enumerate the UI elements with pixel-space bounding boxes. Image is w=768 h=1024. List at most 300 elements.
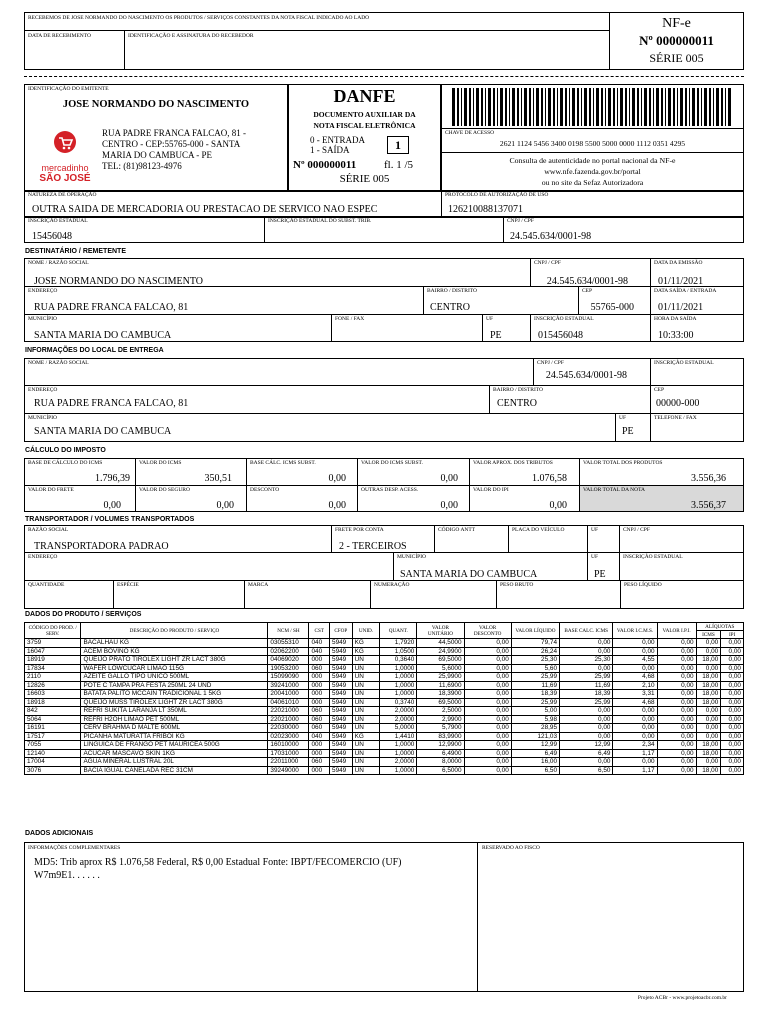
- cell-desconto: 0,00: [464, 664, 511, 673]
- cell-codigo: 18918: [25, 698, 81, 707]
- cell-aicms: 0,00: [696, 732, 721, 741]
- danfe-entrada: 0 - ENTRADA: [310, 135, 365, 145]
- cell-descricao: ACEM BOVINO KG: [81, 647, 268, 656]
- data-recebimento-label: DATA DE RECEBIMENTO: [28, 33, 92, 39]
- chave-consulta3: ou no site da Sefaz Autorizadora: [541, 178, 644, 187]
- barcode-bar: [517, 88, 519, 126]
- cell-base: 0,00: [560, 664, 613, 673]
- cell-ncm: 22011000: [268, 758, 309, 767]
- ipi: 0,00: [549, 500, 567, 511]
- cell-descricao: ACUCAR MASCAVO SKIN 1KG: [81, 749, 268, 758]
- cell-codigo: 17834: [25, 664, 81, 673]
- dest-saida-label: DATA SAÍDA / ENTRADA: [654, 288, 717, 294]
- cell-unitario: 12,9900: [417, 741, 464, 750]
- entrega-bairro-label: BAIRRO / DISTRITO: [493, 387, 544, 393]
- ie-st-label: INSCRIÇÃO ESTADUAL DO SUBST. TRIB.: [268, 218, 372, 224]
- cell-cfop: 5949: [330, 707, 353, 716]
- seguro: 0,00: [216, 500, 234, 511]
- entrega-cnpj-label: CNPJ / CPF: [537, 360, 564, 366]
- cell-quant: 1,7920: [380, 639, 417, 648]
- cell-liquido: 26,24: [511, 647, 559, 656]
- barcode-bar: [569, 88, 570, 126]
- cell-ncm: 22021000: [268, 707, 309, 716]
- barcode-bar: [485, 88, 486, 126]
- th-descricao: DESCRIÇÃO DO PRODUTO / SERVIÇO: [81, 623, 268, 639]
- cell-aicms: 18,00: [696, 698, 721, 707]
- bc-icms: 1.796,39: [95, 473, 130, 484]
- cell-ncm: 17031000: [268, 749, 309, 758]
- cell-cfop: 5949: [330, 681, 353, 690]
- cell-cfop: 5949: [330, 741, 353, 750]
- cell-cfop: 5949: [330, 698, 353, 707]
- cnpj-label: CNPJ / CPF: [507, 218, 534, 224]
- barcode-bar: [605, 88, 606, 126]
- cell-vicms: 3,31: [613, 690, 657, 699]
- emitente-nome: JOSE NORMANDO DO NASCIMENTO: [62, 99, 250, 110]
- barcode-bar: [637, 88, 639, 126]
- cell-vipi: 0,00: [657, 749, 696, 758]
- dest-ie: 015456048: [538, 330, 583, 341]
- cell-unitario: 44,5000: [417, 639, 464, 648]
- transp-municipio: SANTA MARIA DO CAMBUCA: [400, 569, 538, 580]
- total-prod: 3.556,36: [691, 473, 726, 484]
- cell-base: 0,00: [560, 647, 613, 656]
- cell-codigo: 17004: [25, 758, 81, 767]
- barcode: [452, 88, 735, 126]
- cell-descricao: BACIA IGUAL CANELADA REC 31CM: [81, 766, 268, 775]
- cell-base: 0,00: [560, 715, 613, 724]
- cell-base: 25,99: [560, 673, 613, 682]
- cell-aicms: 0,00: [696, 724, 721, 733]
- cell-ncm: 20041000: [268, 690, 309, 699]
- dest-hora-label: HORA DA SAÍDA: [654, 316, 697, 322]
- barcode-bar: [533, 88, 534, 126]
- info-label: INFORMAÇÕES COMPLEMENTARES: [28, 845, 121, 851]
- cell-descricao: BACALHAU KG: [81, 639, 268, 648]
- cell-ncm: 03055310: [268, 639, 309, 648]
- cell-aipi: 0,00: [721, 673, 744, 682]
- cell-cst: 000: [309, 698, 330, 707]
- barcode-bar: [512, 88, 515, 126]
- cell-desconto: 0,00: [464, 673, 511, 682]
- th-vipi: VALOR I.P.I.: [657, 623, 696, 639]
- barcode-bar: [701, 88, 702, 126]
- cell-cst: 040: [309, 732, 330, 741]
- cell-unitario: 5,6000: [417, 664, 464, 673]
- barcode-bar: [704, 88, 707, 126]
- dest-saida: 01/11/2021: [658, 302, 704, 313]
- cell-aicms: 0,00: [696, 647, 721, 656]
- barcode-bar: [709, 88, 711, 126]
- entrega-bairro: CENTRO: [497, 398, 537, 409]
- emitente-endereco: [102, 128, 246, 172]
- cell-unitario: 6,5000: [417, 766, 464, 775]
- cell-liquido: 79,74: [511, 639, 559, 648]
- cell-vipi: 0,00: [657, 715, 696, 724]
- chave-valor: 2621 1124 5456 3400 0198 5500 5000 0000 1112 0351 4295: [499, 139, 686, 148]
- cell-unitario: 18,3900: [417, 690, 464, 699]
- cell-descricao: CERV BRAHMA D MALTE 600ML: [81, 724, 268, 733]
- dest-fone-label: FONE / FAX: [335, 316, 365, 322]
- cell-vipi: 0,00: [657, 690, 696, 699]
- outras-label: OUTRAS DESP. ACESS.: [361, 487, 419, 493]
- cell-vicms: 1,17: [613, 766, 657, 775]
- entrega-endereco: RUA PADRE FRANCA FALCAO, 81: [34, 398, 189, 409]
- barcode-bar: [680, 88, 683, 126]
- dest-cep: 55765-000: [590, 302, 634, 313]
- logo: [34, 130, 96, 184]
- cell-base: 6,50: [560, 766, 613, 775]
- barcode-bar: [596, 88, 599, 126]
- icms-st: 0,00: [440, 473, 458, 484]
- numeracao-label: NUMERAÇÃO: [374, 582, 410, 588]
- cell-desconto: 0,00: [464, 690, 511, 699]
- dest-bairro: CENTRO: [430, 302, 470, 313]
- canhoto-serie: SÉRIE 005: [649, 51, 704, 65]
- cell-quant: 2,0000: [380, 758, 417, 767]
- danfe-title: DANFE: [333, 86, 396, 106]
- cell-quant: 0,3740: [380, 698, 417, 707]
- produtos-table: [24, 622, 744, 775]
- tributos-label: VALOR APROX. DOS TRIBUTOS: [473, 460, 553, 466]
- cell-desconto: 0,00: [464, 758, 511, 767]
- entrega-municipio-label: MUNICÍPIO: [28, 415, 58, 421]
- peso-liquido-label: PESO LÍQUIDO: [624, 582, 662, 588]
- produtos-title: DADOS DO PRODUTO / SERVIÇOS: [25, 611, 142, 618]
- logo-line1: mercadinho: [41, 163, 89, 173]
- cell-cfop: 5949: [330, 647, 353, 656]
- cell-aipi: 0,00: [721, 681, 744, 690]
- cell-vicms: 0,00: [613, 639, 657, 648]
- entrega-cep: 00000-000: [656, 398, 700, 409]
- cell-base: 0,00: [560, 724, 613, 733]
- cell-desconto: 0,00: [464, 647, 511, 656]
- cell-vicms: 0,00: [613, 758, 657, 767]
- transp-uf-label: UF: [591, 527, 599, 533]
- transp-endereco-label: ENDEREÇO: [28, 554, 58, 560]
- cell-cst: 060: [309, 707, 330, 716]
- cell-aipi: 0,00: [721, 715, 744, 724]
- cell-liquido: 5,00: [511, 707, 559, 716]
- cell-vicms: 4,68: [613, 698, 657, 707]
- cell-aipi: 0,00: [721, 724, 744, 733]
- th-unitario: VALOR UNITÁRIO: [417, 623, 464, 639]
- cell-cfop: 5949: [330, 690, 353, 699]
- adicionais-title: DADOS ADICIONAIS: [25, 830, 94, 837]
- cell-aipi: 0,00: [721, 639, 744, 648]
- entrega-telefone-label: TELEFONE / FAX: [654, 415, 697, 421]
- dest-municipio: SANTA MARIA DO CAMBUCA: [34, 330, 172, 341]
- cell-codigo: 5064: [25, 715, 81, 724]
- transp-antt-label: CÓDIGO ANTT: [438, 527, 476, 533]
- logo-cart-icon: [34, 130, 96, 158]
- barcode-bar: [632, 88, 635, 126]
- barcode-bar: [685, 88, 687, 126]
- cell-vipi: 0,00: [657, 707, 696, 716]
- emitente-telefone: TEL: (81)98123-4976: [102, 161, 182, 171]
- cell-ncm: 02062200: [268, 647, 309, 656]
- table-row: [25, 698, 744, 707]
- barcode-bar: [509, 88, 510, 126]
- cell-aicms: 0,00: [696, 758, 721, 767]
- cell-aipi: 0,00: [721, 647, 744, 656]
- cell-quant: 1,4410: [380, 732, 417, 741]
- cell-quant: 1,0500: [380, 647, 417, 656]
- dest-endereco-label: ENDEREÇO: [28, 288, 58, 294]
- cell-vipi: 0,00: [657, 664, 696, 673]
- barcode-bar: [565, 88, 567, 126]
- danfe-serie: SÉRIE 005: [339, 173, 390, 185]
- barcode-bar: [497, 88, 498, 126]
- cell-base: 0,00: [560, 758, 613, 767]
- cell-aipi: 0,00: [721, 749, 744, 758]
- cell-aipi: 0,00: [721, 732, 744, 741]
- cell-unid: UN: [352, 673, 380, 682]
- table-row: [25, 656, 744, 665]
- dest-cep-label: CEP: [582, 288, 593, 294]
- table-row: [25, 758, 744, 767]
- cell-unitario: 24,9900: [417, 647, 464, 656]
- danfe-subtitle1: DOCUMENTO AUXILIAR DA: [313, 110, 416, 119]
- th-cfop: CFOP: [330, 623, 353, 639]
- danfe-tipo: 1: [387, 136, 409, 154]
- entrega-endereco-label: ENDEREÇO: [28, 387, 58, 393]
- th-ncm: NCM / SH: [268, 623, 309, 639]
- info-line2: W7m9E1. . . . . .: [34, 870, 100, 881]
- barcode-bar: [641, 88, 642, 126]
- cell-ncm: 02023000: [268, 732, 309, 741]
- bc-st-label: BASE CÁLC. ICMS SUBST.: [250, 460, 316, 466]
- cell-liquido: 6,50: [511, 766, 559, 775]
- danfe-numero: Nº 000000011: [293, 159, 357, 171]
- dest-hora: 10:33:00: [658, 330, 694, 341]
- cell-liquido: 121,03: [511, 732, 559, 741]
- peso-bruto-label: PESO BRUTO: [500, 582, 534, 588]
- cell-vicms: 0,00: [613, 664, 657, 673]
- cell-quant: 1,0000: [380, 673, 417, 682]
- dest-endereco: RUA PADRE FRANCA FALCAO, 81: [34, 302, 189, 313]
- bc-icms-label: BASE DE CÁLCULO DO ICMS: [28, 460, 103, 466]
- entrega-cnpj: 24.545.634/0001-98: [545, 370, 627, 381]
- total-nota-label: VALOR TOTAL DA NOTA: [583, 487, 646, 493]
- bc-st: 0,00: [328, 473, 346, 484]
- table-row: [25, 766, 744, 775]
- cell-aipi: 0,00: [721, 707, 744, 716]
- entrega-municipio: SANTA MARIA DO CAMBUCA: [34, 426, 172, 437]
- cell-quant: 2,0000: [380, 715, 417, 724]
- dest-bairro-label: BAIRRO / DISTRITO: [427, 288, 478, 294]
- dest-uf: PE: [490, 330, 502, 341]
- entrega-uf: PE: [622, 426, 634, 437]
- cell-unid: UN: [352, 698, 380, 707]
- emitente-endereco3: MARIA DO CAMBUCA - PE: [102, 150, 213, 160]
- cell-cfop: 5949: [330, 656, 353, 665]
- barcode-bar: [493, 88, 495, 126]
- barcode-bar: [476, 88, 479, 126]
- cell-vipi: 0,00: [657, 732, 696, 741]
- canhoto-nfe: NF-e: [662, 16, 691, 31]
- cell-cfop: 5949: [330, 766, 353, 775]
- cell-cfop: 5949: [330, 749, 353, 758]
- entrega-title: INFORMAÇÕES DO LOCAL DE ENTREGA: [25, 347, 164, 354]
- barcode-bar: [692, 88, 695, 126]
- cell-codigo: 17517: [25, 732, 81, 741]
- cell-unitario: 69,5000: [417, 698, 464, 707]
- barcode-bar: [521, 88, 522, 126]
- barcode-bar: [649, 88, 651, 126]
- cell-codigo: 16191: [25, 724, 81, 733]
- emitente-label: IDENTIFICAÇÃO DO EMITENTE: [28, 86, 109, 92]
- entrega-cep-label: CEP: [654, 387, 665, 393]
- cell-aipi: 0,00: [721, 741, 744, 750]
- cell-unid: KG: [352, 639, 380, 648]
- especie-label: ESPÉCIE: [117, 582, 139, 588]
- cell-base: 11,69: [560, 681, 613, 690]
- transp-ie-label: INSCRIÇÃO ESTADUAL: [623, 554, 683, 560]
- info-line1: MD5: Trib aprox R$ 1.076,58 Federal, R$ 0,00 Estadual Fonte: IBPT/FECOMERCIO (UF): [34, 857, 402, 868]
- barcode-bar: [725, 88, 726, 126]
- cell-cfop: 5949: [330, 724, 353, 733]
- th-unid: UNID.: [352, 623, 380, 639]
- natureza-value: OUTRA SAIDA DE MERCADORIA OU PRESTACAO DE SERVICO NAO ESPEC: [32, 204, 378, 215]
- barcode-bar: [677, 88, 678, 126]
- cell-ncm: 04061010: [268, 698, 309, 707]
- th-desconto: VALOR DESCONTO: [464, 623, 511, 639]
- table-row: [25, 741, 744, 750]
- barcode-bar: [656, 88, 659, 126]
- canhoto-numero: Nº 000000011: [639, 33, 714, 48]
- cell-unitario: 69,5000: [417, 656, 464, 665]
- cell-descricao: AGUA MINERAL LUSTRAL 20L: [81, 758, 268, 767]
- barcode-bar: [589, 88, 591, 126]
- th-vicms: VALOR I.C.M.S.: [613, 623, 657, 639]
- cell-vicms: 0,00: [613, 724, 657, 733]
- cell-base: 25,99: [560, 698, 613, 707]
- cell-cst: 000: [309, 766, 330, 775]
- cell-aicms: 18,00: [696, 681, 721, 690]
- cell-quant: 1,0000: [380, 766, 417, 775]
- cell-liquido: 5,60: [511, 664, 559, 673]
- th-base: BASE CALC. ICMS: [560, 623, 613, 639]
- cell-vipi: 0,00: [657, 673, 696, 682]
- barcode-bar: [593, 88, 594, 126]
- th-aliquotas: ALÍQUOTAS: [696, 623, 743, 631]
- cell-desconto: 0,00: [464, 656, 511, 665]
- cell-aicms: 18,00: [696, 673, 721, 682]
- dest-municipio-label: MUNICÍPIO: [28, 316, 58, 322]
- table-row: [25, 690, 744, 699]
- cell-quant: 1,0000: [380, 664, 417, 673]
- cell-quant: 1,0000: [380, 749, 417, 758]
- cell-unid: KG: [352, 732, 380, 741]
- barcode-bar: [557, 88, 558, 126]
- protocolo-label: PROTOCOLO DE AUTORIZAÇÃO DE USO: [445, 192, 549, 198]
- cell-quant: 1,0000: [380, 681, 417, 690]
- cell-ncm: 19053200: [268, 664, 309, 673]
- icms: 350,51: [204, 473, 232, 484]
- table-row: [25, 707, 744, 716]
- barcode-bar: [572, 88, 575, 126]
- cell-vipi: 0,00: [657, 766, 696, 775]
- cell-liquido: 11,69: [511, 681, 559, 690]
- transp-placa-label: PLACA DO VEÍCULO: [512, 527, 565, 533]
- barcode-bar: [668, 88, 671, 126]
- barcode-bar: [581, 88, 582, 126]
- cell-cfop: 5949: [330, 664, 353, 673]
- cell-liquido: 5,98: [511, 715, 559, 724]
- imposto-title: CÁLCULO DO IMPOSTO: [25, 447, 106, 454]
- transp-cnpj-label: CNPJ / CPF: [623, 527, 650, 533]
- dest-nome: JOSE NORMANDO DO NASCIMENTO: [34, 276, 203, 287]
- cell-unid: UN: [352, 656, 380, 665]
- cell-aicms: 18,00: [696, 766, 721, 775]
- ie-value: 15456048: [32, 231, 72, 242]
- cell-codigo: 16047: [25, 647, 81, 656]
- cell-cst: 040: [309, 647, 330, 656]
- barcode-bar: [613, 88, 615, 126]
- ie-box: [24, 217, 744, 243]
- icms-label: VALOR DO ICMS: [139, 460, 182, 466]
- cell-cst: 000: [309, 741, 330, 750]
- cell-unitario: 8,0000: [417, 758, 464, 767]
- barcode-bar: [689, 88, 690, 126]
- barcode-bar: [488, 88, 491, 126]
- cell-vipi: 0,00: [657, 656, 696, 665]
- cell-liquido: 12,99: [511, 741, 559, 750]
- th-quant: QUANT.: [380, 623, 417, 639]
- cell-cst: 000: [309, 749, 330, 758]
- desconto: 0,00: [328, 500, 346, 511]
- cell-cfop: 5949: [330, 673, 353, 682]
- cell-desconto: 0,00: [464, 698, 511, 707]
- barcode-bar: [673, 88, 675, 126]
- cell-descricao: LINGUICA DE FRANGO PET MAURICEA 500G: [81, 741, 268, 750]
- table-row: [25, 749, 744, 758]
- danfe-saida: 1 - SAÍDA: [310, 145, 350, 155]
- entrega-uf-label: UF: [619, 415, 627, 421]
- cell-vicms: 0,00: [613, 707, 657, 716]
- assinatura-label: IDENTIFICAÇÃO E ASSINATURA DO RECEBEDOR: [128, 33, 254, 39]
- cell-vipi: 0,00: [657, 741, 696, 750]
- cell-cst: 060: [309, 715, 330, 724]
- ipi-label: VALOR DO IPI: [473, 487, 509, 493]
- cell-cfop: 5949: [330, 715, 353, 724]
- cell-unitario: 2,9900: [417, 715, 464, 724]
- cell-base: 0,00: [560, 639, 613, 648]
- cell-cst: 000: [309, 690, 330, 699]
- cell-codigo: 2110: [25, 673, 81, 682]
- cell-cfop: 5949: [330, 732, 353, 741]
- cell-ncm: 39241000: [268, 681, 309, 690]
- table-row: [25, 732, 744, 741]
- cell-unid: UN: [352, 715, 380, 724]
- desconto-label: DESCONTO: [250, 487, 280, 493]
- cell-desconto: 0,00: [464, 681, 511, 690]
- th-aicms: ICMS: [696, 631, 721, 639]
- cell-desconto: 0,00: [464, 732, 511, 741]
- dest-ie-label: INSCRIÇÃO ESTADUAL: [534, 316, 594, 322]
- table-row: [25, 681, 744, 690]
- cell-unid: UN: [352, 766, 380, 775]
- barcode-bar: [713, 88, 714, 126]
- barcode-bar: [721, 88, 723, 126]
- cell-aicms: 18,00: [696, 749, 721, 758]
- cell-aicms: 18,00: [696, 690, 721, 699]
- cell-quant: 0,3640: [380, 656, 417, 665]
- cell-aicms: 0,00: [696, 715, 721, 724]
- barcode-bar: [553, 88, 555, 126]
- rodape: Projeto ACBr - www.projetoacbr.com.br: [637, 995, 727, 1001]
